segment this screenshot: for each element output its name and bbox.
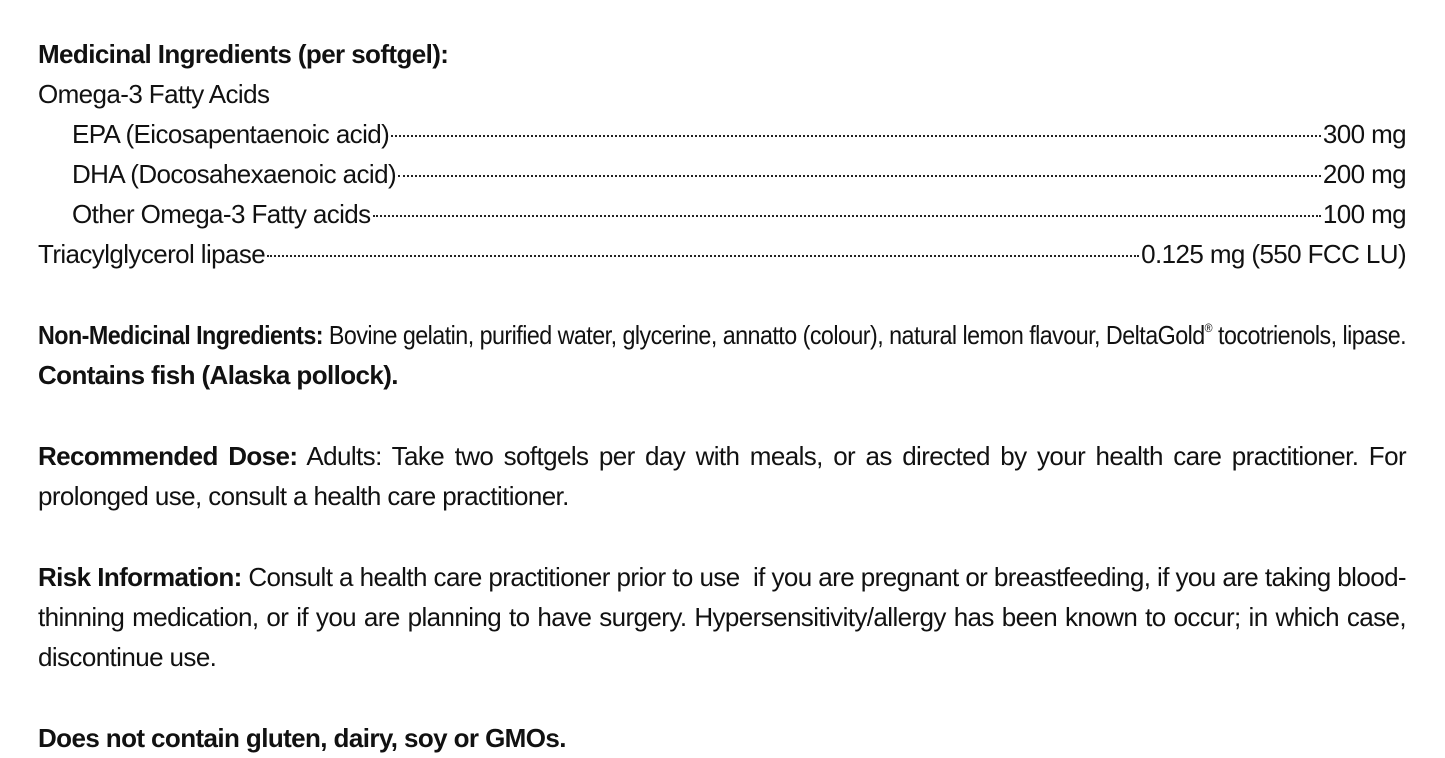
ingredient-name: Triacylglycerol lipase bbox=[38, 239, 266, 269]
ingredient-row-lipase bbox=[38, 234, 1406, 274]
ingredient-row-dha bbox=[38, 154, 1406, 194]
non-medicinal-text-end: tocotrienols, lipase. bbox=[1212, 320, 1407, 350]
risk-information bbox=[38, 557, 1413, 677]
section-gap bbox=[38, 395, 1406, 436]
dose-text: Adults: Take two softgels per day with meals, or as directed by your health care practitioner. For prolonged use, consult a health care practitioner. bbox=[38, 441, 1407, 511]
ingredient-amount: 300 mg bbox=[1322, 119, 1406, 149]
omega3-group-label: Omega-3 Fatty Acids bbox=[38, 79, 270, 109]
ingredient-amount: 100 mg bbox=[1322, 199, 1406, 229]
registered-mark: ® bbox=[1204, 321, 1213, 336]
section-gap bbox=[38, 274, 1406, 315]
ingredient-name: DHA (Docosahexaenoic acid) bbox=[72, 159, 397, 189]
ingredient-row-other-omega3 bbox=[38, 194, 1406, 234]
ingredient-amount: 200 mg bbox=[1322, 159, 1406, 189]
medicinal-ingredients-heading: Medicinal Ingredients (per softgel): bbox=[38, 39, 449, 69]
recommended-dose bbox=[38, 436, 1406, 516]
section-gap bbox=[38, 516, 1406, 557]
non-medicinal-label: Non-Medicinal Ingredients: bbox=[38, 320, 323, 350]
dot-leader bbox=[373, 215, 1321, 217]
risk-text: Consult a health care practitioner prior to use if you are pregnant or breastfeeding, if you are taking blood-thinning medication, or if you are planning to have surgery. Hypersensitivity/allergy has been known to occur; in which case, discontinue use. bbox=[38, 562, 1413, 672]
non-medicinal-text: Bovine gelatin, purified water, glycerine, annatto (colour), natural lemon flavour, DeltaGold bbox=[322, 320, 1205, 350]
ingredient-name: Other Omega-3 Fatty acids bbox=[72, 199, 371, 229]
dose-label: Recommended Dose: bbox=[38, 441, 298, 471]
allergen-statement: Contains fish (Alaska pollock). bbox=[38, 360, 398, 390]
dot-leader bbox=[398, 175, 1321, 177]
risk-label: Risk Information: bbox=[38, 562, 242, 592]
section-gap bbox=[38, 677, 1406, 718]
non-medicinal-ingredients bbox=[38, 315, 1406, 355]
ingredient-amount: 0.125 mg (550 FCC LU) bbox=[1141, 239, 1406, 269]
dot-leader bbox=[267, 255, 1139, 257]
dot-leader bbox=[391, 135, 1321, 137]
free-from-statement: Does not contain gluten, dairy, soy or GMOs. bbox=[38, 723, 566, 753]
ingredient-row-epa bbox=[38, 114, 1406, 154]
label-document bbox=[38, 34, 1413, 758]
ingredient-name: EPA (Eicosapentaenoic acid) bbox=[72, 119, 390, 149]
